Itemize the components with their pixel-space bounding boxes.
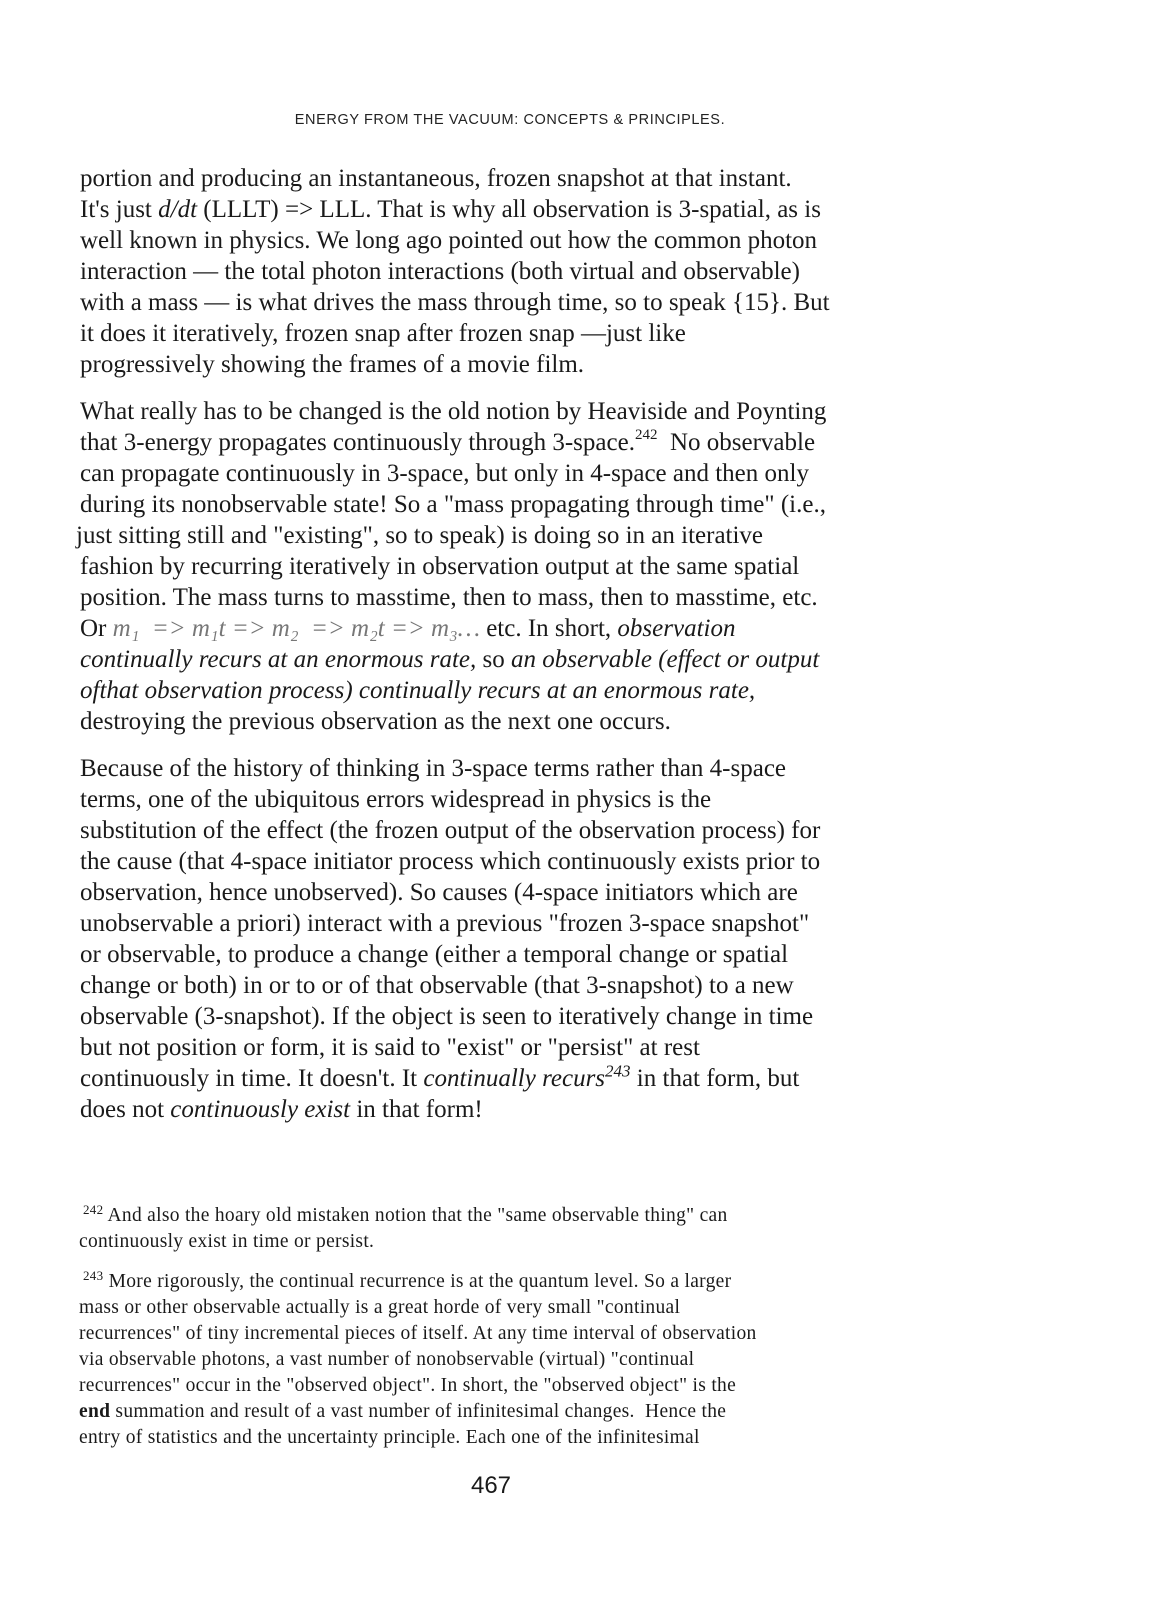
text-line: What really has to be changed is the old notion by Heaviside and Poynting	[80, 398, 827, 425]
text-line: fashion by recurring iteratively in observation output at the same spatial	[80, 553, 800, 580]
footnote-line: recurrences" of tiny incremental pieces of itself. At any time interval of observation	[79, 1323, 757, 1344]
text-line	[80, 613, 920, 644]
text-line	[80, 675, 920, 706]
text-run: does not	[80, 1096, 171, 1123]
text-run: More rigorously, the continual recurrence is at the quantum level. So a larger	[103, 1271, 732, 1292]
text-line	[80, 194, 920, 225]
text-line: destroying the previous observation as the next one occurs.	[80, 708, 671, 735]
text-line: change or both) in or to or of that observable (that 3-snapshot) to a new	[80, 972, 794, 999]
footnote-242	[79, 1203, 909, 1255]
footnote-ref-243: 243	[605, 1061, 631, 1081]
body-text	[76, 163, 920, 1141]
footnote-line: mass or other observable actually is a great horde of very small "continual	[79, 1297, 681, 1318]
text-run: continuously in time. It doesn't. It	[80, 1065, 424, 1092]
page-number: 467	[470, 1472, 512, 1499]
text-line: well known in physics. We long ago pointed out how the common photon	[80, 227, 818, 254]
footnote-mark: 242	[83, 1201, 104, 1217]
text-run: And also the hoary old mistaken notion that the "same observable thing" can	[103, 1205, 728, 1226]
derivative-notation: d/dt	[158, 196, 198, 223]
paragraph-2	[76, 396, 920, 737]
text-line: position. The mass turns to masstime, then to mass, then to masstime, etc.	[80, 584, 818, 611]
text-run: It's just	[80, 196, 159, 223]
footnote-line	[79, 1399, 909, 1425]
text-line	[80, 644, 920, 675]
text-run: etc. In short,	[479, 615, 618, 642]
text-line: portion and producing an instantaneous, frozen snapshot at that instant.	[80, 165, 792, 192]
text-line: terms, one of the ubiquitous errors widespread in physics is the	[80, 786, 712, 813]
emphasis: observation	[617, 615, 736, 642]
text-line: substitution of the effect (the frozen output of the observation process) for	[80, 817, 821, 844]
text-run: so	[476, 646, 511, 673]
text-line: interaction — the total photon interactions (both virtual and observable)	[80, 258, 800, 285]
text-line: during its nonobservable state! So a "mass propagating through time" (i.e.,	[80, 491, 826, 518]
text-run: in that form, but	[630, 1065, 800, 1092]
text-line	[80, 1094, 920, 1125]
emphasis: continually recurs at an enormous rate,	[80, 646, 477, 673]
footnote-ref-242: 242	[634, 426, 658, 443]
emphasis: an observable (effect or output	[511, 646, 820, 673]
text-run: (LLLT) => LLL. That is why all observation is 3-spatial, as is	[197, 196, 821, 223]
text-line: can propagate continuously in 3-space, but only in 4-space and then only	[80, 460, 809, 487]
bold-text: end	[79, 1401, 111, 1422]
text-line: observable (3-snapshot). If the object is seen to iteratively change in time	[80, 1003, 814, 1030]
text-line: progressively showing the frames of a movie film.	[80, 351, 585, 378]
emphasis: ofthat observation process) continually recurs at an enormous rate,	[80, 677, 756, 704]
footnote-mark: 243	[83, 1267, 104, 1283]
footnote-line: continuously exist in time or persist.	[79, 1231, 375, 1252]
text-run: summation and result of a vast number of infinitesimal changes. Hence the	[110, 1401, 727, 1422]
text-line: but not position or form, it is said to "exist" or "persist" at rest	[80, 1034, 700, 1061]
running-header: ENERGY FROM THE VACUUM: CONCEPTS & PRINCIPLES.	[294, 112, 726, 128]
text-run: in that form!	[350, 1096, 483, 1123]
footnote-line: recurrences" occur in the "observed object". In short, the "observed object" is the	[79, 1375, 737, 1396]
paragraph-1	[80, 163, 920, 380]
paragraph-3	[80, 753, 920, 1125]
footnotes	[79, 1203, 909, 1465]
footnote-line	[79, 1269, 909, 1295]
text-run: that 3-energy propagates continuously through 3-space.	[80, 429, 635, 456]
text-line: with a mass — is what drives the mass through time, so to speak {15}. But	[80, 289, 830, 316]
footnote-line: via observable photons, a vast number of nonobservable (virtual) "continual	[79, 1349, 695, 1370]
text-line: Because of the history of thinking in 3-space terms rather than 4-space	[80, 755, 787, 782]
text-line	[80, 427, 920, 458]
emphasis: continually recurs	[423, 1065, 606, 1092]
footnote-243	[79, 1269, 909, 1451]
footnote-line: entry of statistics and the uncertainty principle. Each one of the infinitesimal	[79, 1427, 700, 1448]
text-line: observation, hence unobserved). So causes (4-space initiators which are	[80, 879, 798, 906]
math-sequence: m₁ => m₁t => m₂ => m₂t => m₃…	[112, 615, 480, 642]
text-run: Or	[80, 615, 113, 642]
text-line: it does it iteratively, frozen snap after frozen snap —just like	[80, 320, 686, 347]
text-line	[80, 1063, 920, 1094]
text-line: unobservable a priori) interact with a previous "frozen 3-space snapshot"	[80, 910, 810, 937]
text-line: the cause (that 4-space initiator process which continuously exists prior to	[80, 848, 821, 875]
text-line: or observable, to produce a change (either a temporal change or spatial	[80, 941, 789, 968]
emphasis: continuously exist	[170, 1096, 351, 1123]
text-run: No observable	[657, 429, 816, 456]
text-line: just sitting still and "existing", so to speak) is doing so in an iterative	[76, 522, 764, 549]
footnote-line	[79, 1203, 909, 1229]
